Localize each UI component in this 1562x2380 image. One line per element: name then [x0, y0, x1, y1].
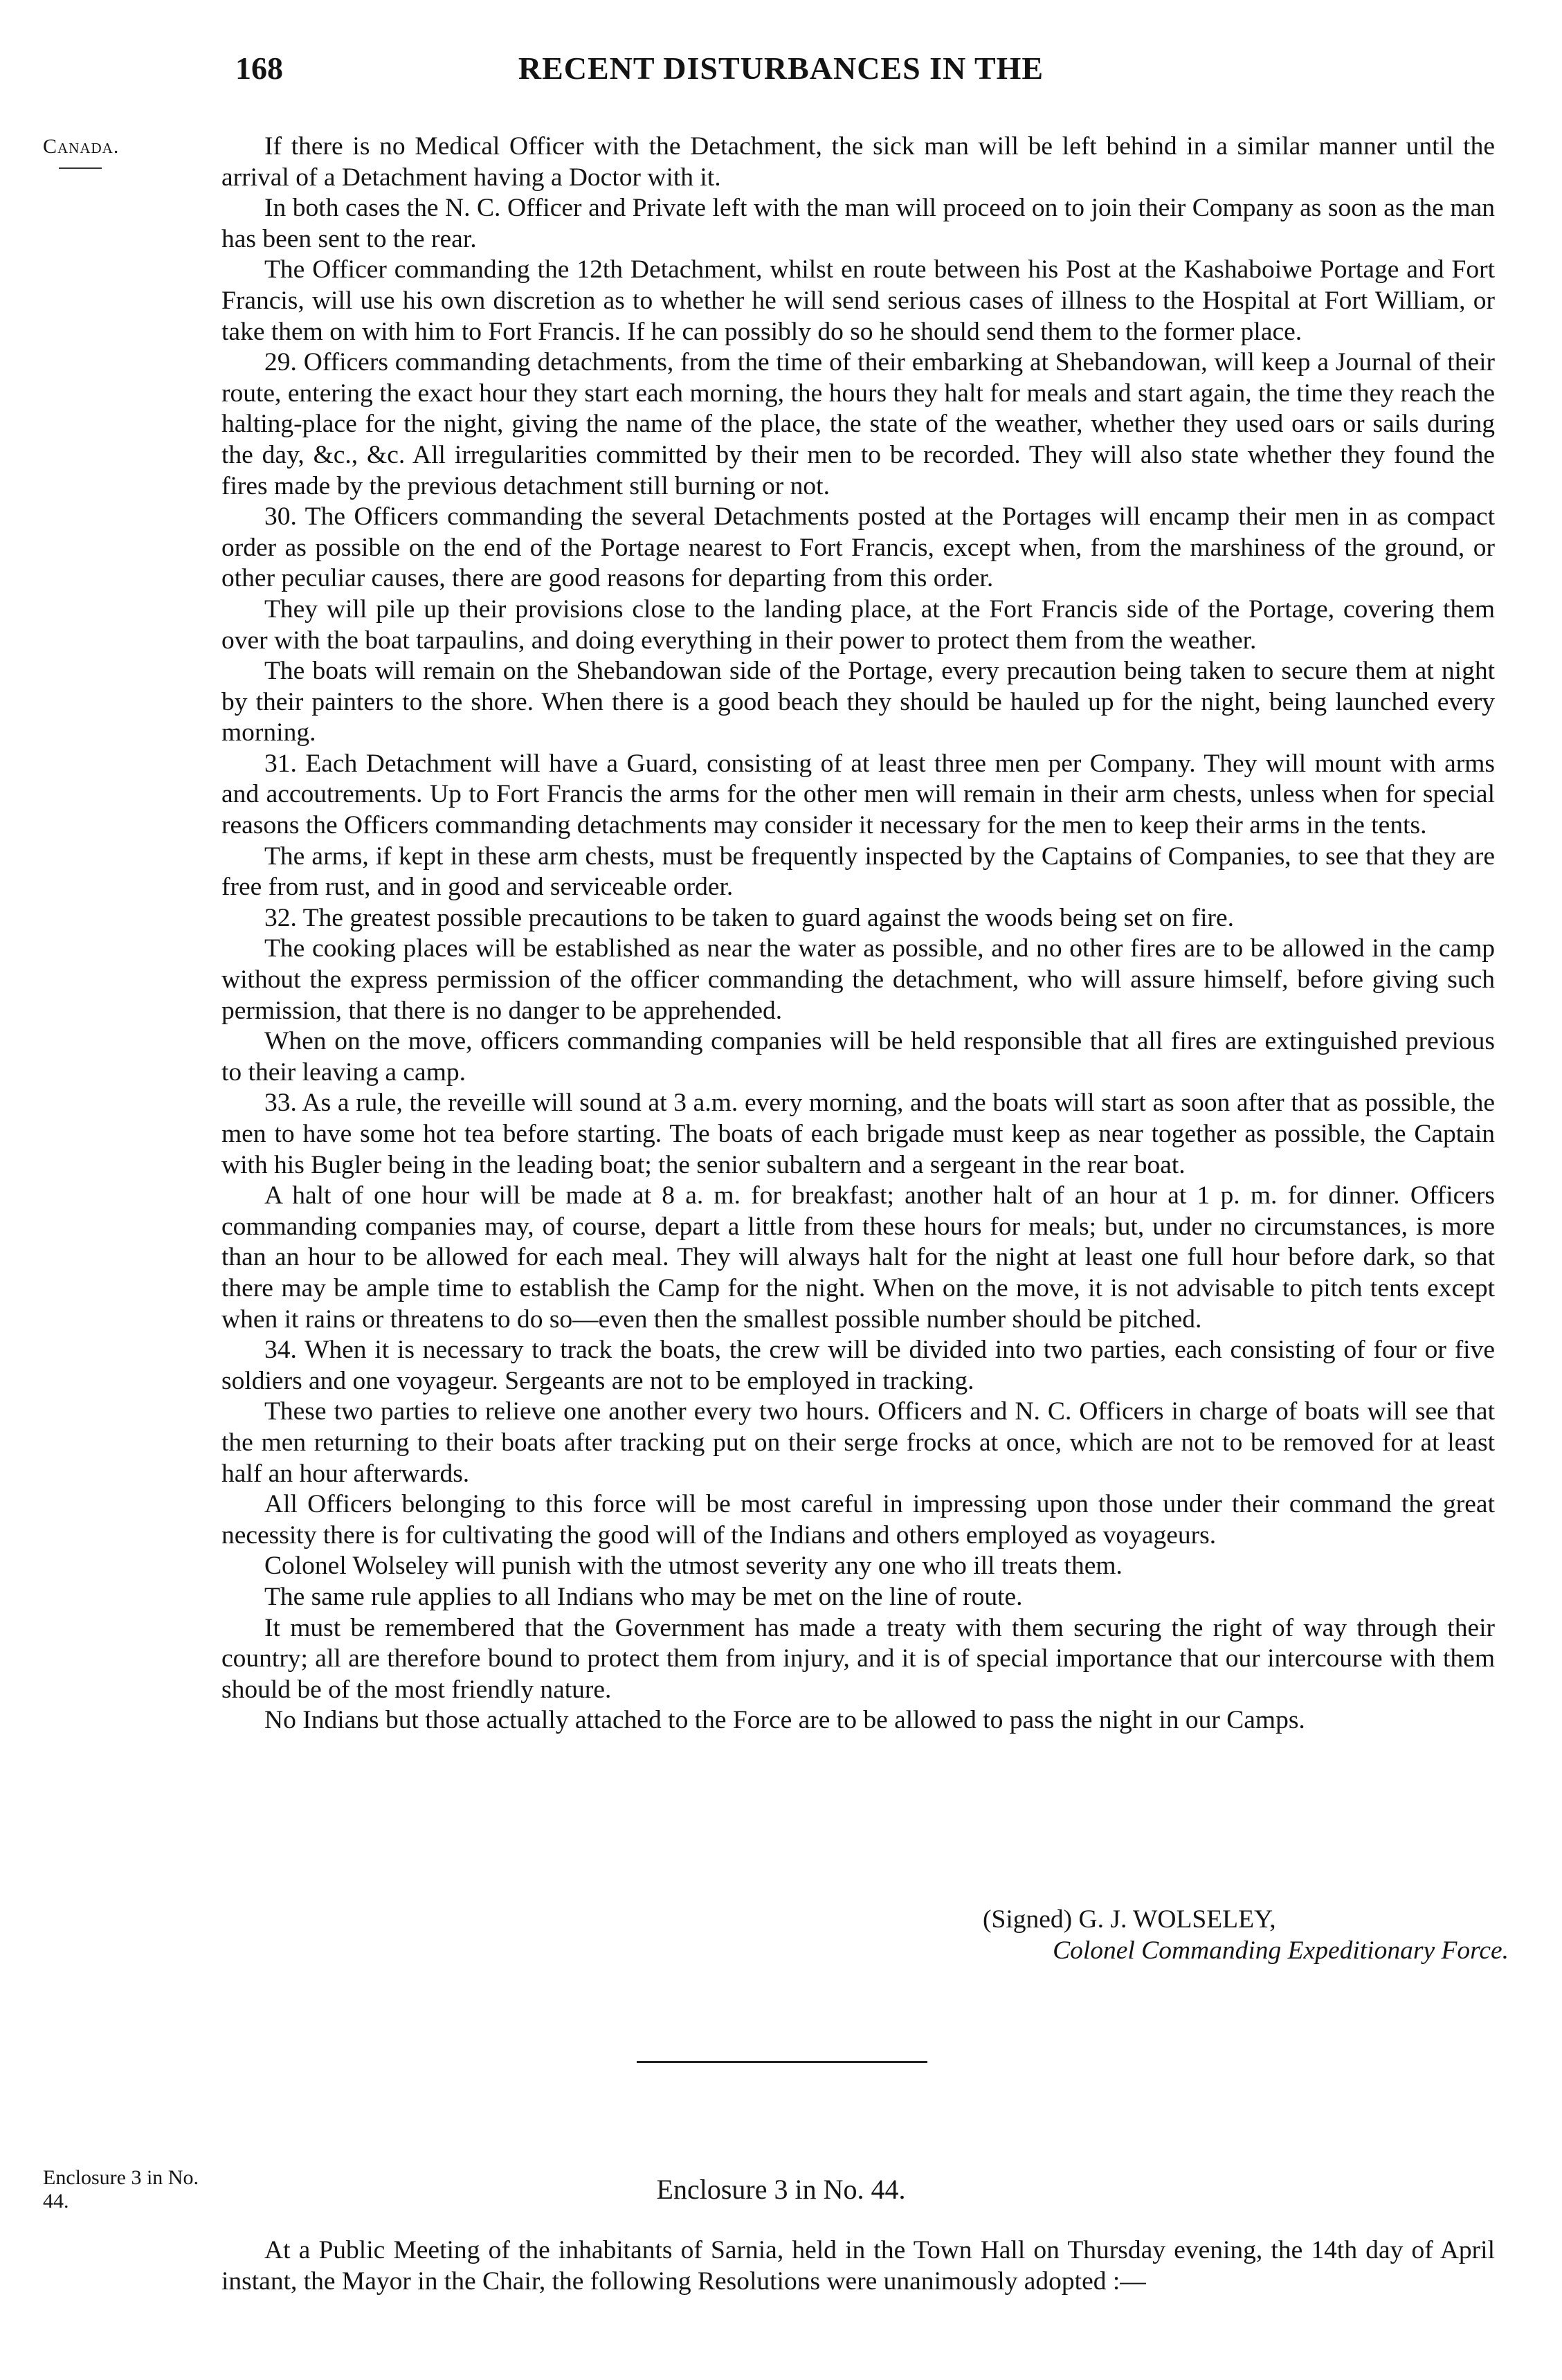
page-number: 168	[235, 51, 283, 86]
paragraph: It must be remembered that the Government has made a treaty with them securing the right of way through their country; all are therefore bound to protect them from injury, and it is of special importance that our intercourse with them should be of the most friendly nature.	[221, 1613, 1495, 1704]
closing-text	[221, 2235, 1495, 2297]
margin-note-canada: Canada.	[43, 135, 120, 158]
paragraph: All Officers belonging to this force will be most careful in impressing upon those under their command the great necessity there is for cultivating the good will of the Indians and others employed as voyageurs.	[221, 1490, 1495, 1550]
body-text	[221, 131, 1495, 1736]
page-header	[0, 50, 1562, 105]
paragraph: The same rule applies to all Indians who may be met on the line of route.	[264, 1582, 1023, 1611]
paragraph: A halt of one hour will be made at 8 a. m. for breakfast; another halt of an hour at 1 p. m. for dinner. Officers commanding companies may, of course, depart a little from these hours for meals; but, under no circumstances, is more than an hour to be allowed for each meal. They will always halt for the night at least one full hour before dark, so that there may be ample time to establish the Camp for the night. When on the move, it is not advisable to pitch tents except when it rains or threatens to do so—even then the smallest possible number should be pitched.	[221, 1181, 1495, 1334]
paragraph: The Officer commanding the 12th Detachment, whilst en route between his Post at the Kashaboiwe Portage and Fort Francis, will use his own discretion as to whether he will send serious cases of illness to the Hospital at Fort William, or take them on with him to Fort Francis. If he can possibly do so he should send them to the former place.	[221, 255, 1495, 346]
paragraph: The boats will remain on the Shebandowan side of the Portage, every precaution being taken to secure them at night by their painters to the shore. When there is a good beach they should be hauled up for the night, being launched every morning.	[221, 657, 1495, 747]
paragraph: 32. The greatest possible precautions to be taken to guard against the woods being set on fire.	[264, 903, 1235, 932]
paragraph: The cooking places will be established as near the water as possible, and no other fires are to be allowed in the camp without the express permission of the officer commanding the detachment, who will assure himself, before giving such permission, that there is no danger to be apprehended.	[221, 934, 1495, 1025]
paragraph: 33. As a rule, the reveille will sound at 3 a.m. every morning, and the boats will start as soon after that as possible, the men to have some hot tea before starting. The boats of each brigade must keep as near together as possible, the Captain with his Bugler being in the leading boat; the senior subaltern and a sergeant in the rear boat.	[221, 1089, 1495, 1179]
paragraph: 30. The Officers commanding the several Detachments posted at the Portages will encamp their men in as compact order as possible on the end of the Portage nearest to Fort Francis, except when, from the marshiness of the ground, or other peculiar causes, there are good reasons for departing from this order.	[221, 502, 1495, 593]
paragraph: The arms, if kept in these arm chests, must be frequently inspected by the Captains of Companies, to see that they are free from rust, and in good and serviceable order.	[221, 842, 1495, 902]
paragraph: In both cases the N. C. Officer and Private left with the man will proceed on to join their Company as soon as the man has been sent to the rear.	[221, 194, 1495, 253]
closing-paragraph: At a Public Meeting of the inhabitants of Sarnia, held in the Town Hall on Thursday evening, the 14th day of April instant, the Mayor in the Chair, the following Resolutions were unanimously adopted :—	[221, 2236, 1495, 2296]
paragraph: They will pile up their provisions close to the landing place, at the Fort Francis side of the Portage, covering them over with the boat tarpaulins, and doing everything in their power to protect them from the weather.	[221, 594, 1495, 655]
paragraph: When on the move, officers commanding companies will be held responsible that all fires are extinguished previous to their leaving a camp.	[221, 1027, 1495, 1087]
paragraph: 34. When it is necessary to track the boats, the crew will be divided into two parties, each consisting of four or five soldiers and one voyageur. Sergeants are not to be employed in tracking.	[221, 1336, 1495, 1395]
paragraph: 31. Each Detachment will have a Guard, consisting of at least three men per Company. They will mount with arms and accoutrements. Up to Fort Francis the arms for the other men will remain in their arm chests, unless when for special reasons the Officers commanding detachments may consider it necessary for the men to keep their arms in the tents.	[221, 749, 1495, 840]
signature-title: Colonel Commanding Expeditionary Force.	[1053, 1936, 1509, 1965]
running-head: RECENT DISTURBANCES IN THE	[518, 51, 1044, 86]
section-divider	[637, 2061, 927, 2063]
enclosure-heading: Enclosure 3 in No. 44.	[656, 2174, 906, 2205]
margin-note-enclosure: Enclosure 3 in No. 44.	[43, 2166, 199, 2213]
paragraph: These two parties to relieve one another every two hours. Officers and N. C. Officers in charge of boats will see that the men returning to their boats after tracking put on their serge frocks at once, which are not to be removed for at least half an hour afterwards.	[221, 1397, 1495, 1488]
signature-signed-line: (Signed) G. J. WOLSELEY,	[983, 1905, 1276, 1934]
signature-block	[914, 1905, 1509, 1966]
paragraph: Colonel Wolseley will punish with the utmost severity any one who ill treats them.	[264, 1552, 1123, 1581]
paragraph: If there is no Medical Officer with the Detachment, the sick man will be left behind in a similar manner until the arrival of a Detachment having a Doctor with it.	[221, 132, 1495, 192]
paragraph: No Indians but those actually attached to the Force are to be allowed to pass the night in our Camps.	[264, 1706, 1305, 1735]
paragraph: 29. Officers commanding detachments, from the time of their embarking at Shebandowan, will keep a Journal of their route, entering the exact hour they start each morning, the hours they halt for meals and start again, the time they reach the halting-place for the night, giving the name of the place, the state of the weather, whether they used oars or sails during the day, &c., &c. All irregularities committed by their men to be recorded. They will also state whether they found the fires made by the previous detachment still burning or not.	[221, 348, 1495, 500]
margin-divider	[59, 167, 102, 169]
